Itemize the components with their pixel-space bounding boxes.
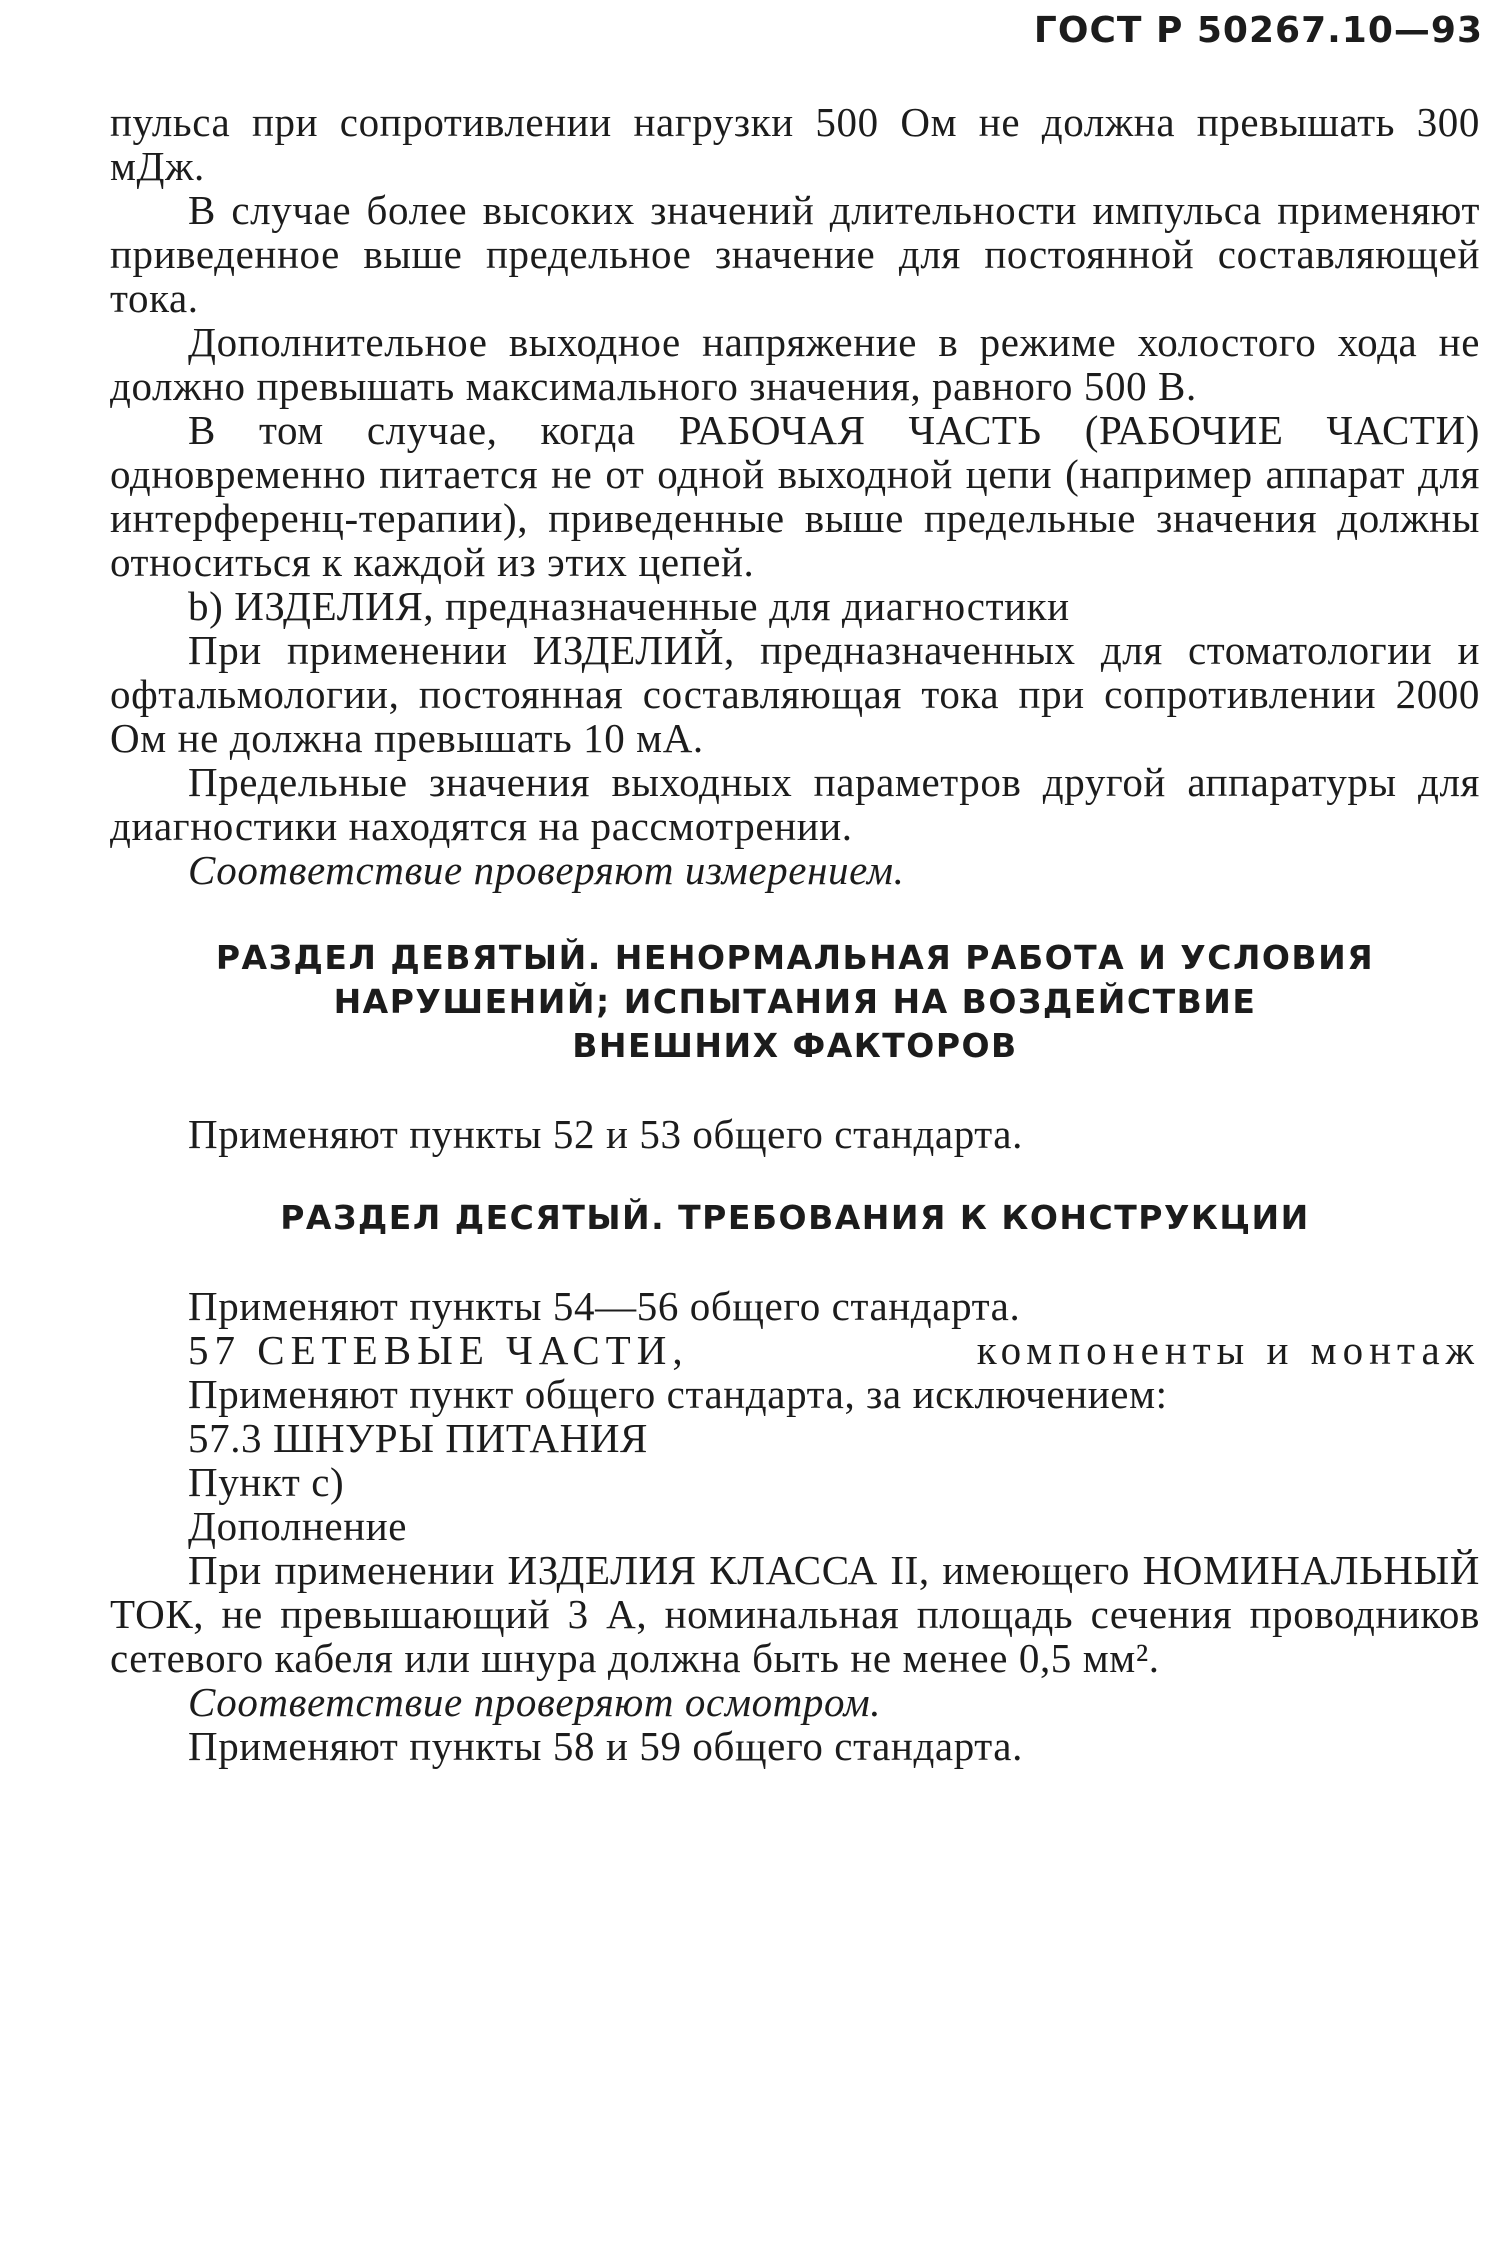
- section-9-title-line-2: НАРУШЕНИЙ; ИСПЫТАНИЯ НА ВОЗДЕЙСТВИЕ: [333, 982, 1257, 1021]
- document-body: [110, 100, 1480, 1768]
- paragraph-other-diagnostic: Предельные значения выходных параметров другой аппаратуры для диагностики находятся на рассмотрении.: [110, 759, 1480, 849]
- compliance-inspection: Соответствие проверяют осмотром.: [188, 1679, 882, 1725]
- item-c-heading: Пункт с): [188, 1459, 345, 1505]
- paragraph-multiple-circuits: В том случае, когда РАБОЧАЯ ЧАСТЬ (РАБОЧИЕ ЧАСТИ) одновременно питается не от одной выходной цепи (например аппарат для интерференц-терапии), приведенные выше предельные значения должны относиться к каждой из этих цепей.: [110, 407, 1480, 585]
- paragraph-class-ii-cord: При применении ИЗДЕЛИЯ КЛАССА II, имеющего НОМИНАЛЬНЫЙ ТОК, не превышающий 3 А, номинальная площадь сечения проводников сетевого кабеля или шнура должна быть не менее 0,5 мм².: [110, 1547, 1480, 1681]
- section-10-line-8: Применяют пункты 58 и 59 общего стандарта.: [188, 1723, 1023, 1769]
- paragraph-idle-voltage: Дополнительное выходное напряжение в режиме холостого хода не должно превышать максимального значения, равного 500 В.: [110, 319, 1480, 409]
- section-10-title: РАЗДЕЛ ДЕСЯТЫЙ. ТРЕБОВАНИЯ К КОНСТРУКЦИИ: [280, 1198, 1310, 1237]
- paragraph-dental-ophthalmic: При применении ИЗДЕЛИЙ, предназначенных для стоматологии и офтальмологии, постоянная составляющая тока при сопротивлении 2000 Ом не должна превышать 10 мА.: [110, 627, 1480, 761]
- addition-heading: Дополнение: [188, 1503, 408, 1549]
- clause-57-caps: 57 СЕТЕВЫЕ ЧАСТИ,: [188, 1327, 689, 1373]
- section-10-clause-57: [110, 1328, 1480, 1372]
- section-10-line-1: Применяют пункты 54—56 общего стандарта.: [188, 1283, 1021, 1329]
- item-b-heading: b) ИЗДЕЛИЯ, предназначенные для диагностики: [188, 583, 1070, 629]
- clause-57-rest: компоненты и монтаж: [976, 1327, 1480, 1373]
- compliance-measurement: Соответствие проверяют измерением.: [188, 847, 905, 893]
- clause-57-3-heading: 57.3 ШНУРЫ ПИТАНИЯ: [188, 1415, 648, 1461]
- section-9-title-line-1: РАЗДЕЛ ДЕВЯТЫЙ. НЕНОРМАЛЬНАЯ РАБОТА И УСЛОВИЯ: [215, 938, 1375, 977]
- section-9-title-line-3: ВНЕШНИХ ФАКТОРОВ: [572, 1026, 1018, 1065]
- paragraph-higher-duration: В случае более высоких значений длительности импульса применяют приведенное выше предельное значение для постоянной составляющей тока.: [110, 187, 1480, 321]
- section-10-line-3: Применяют пункт общего стандарта, за исключением:: [188, 1371, 1168, 1417]
- running-header: ГОСТ Р 50267.10—93: [1033, 10, 1483, 51]
- section-9-text: Применяют пункты 52 и 53 общего стандарта.: [188, 1111, 1023, 1157]
- paragraph-impulse-energy: пульса при сопротивлении нагрузки 500 Ом не должна превышать 300 мДж.: [110, 99, 1480, 189]
